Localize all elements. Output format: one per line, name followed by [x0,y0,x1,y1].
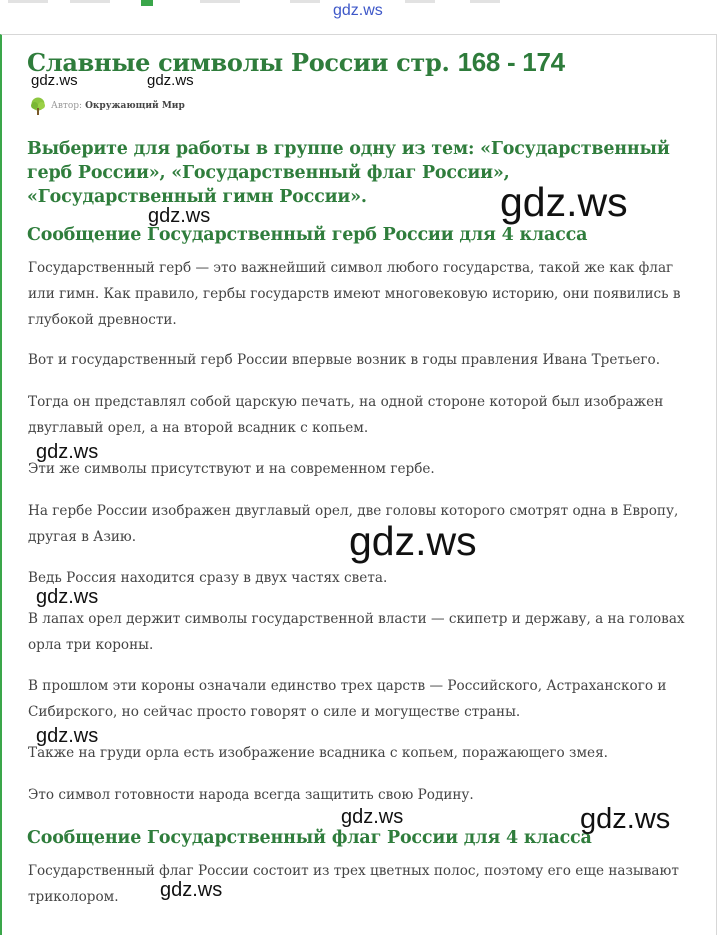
page-title-pages: 168 - 174 [457,47,565,77]
author-line [29,97,185,115]
author-name[interactable]: Окружающий Мир [85,101,185,111]
watermark: gdz.ws [333,2,383,19]
paragraph: В прошлом эти короны означали единство трех царств — Российского, Астраханского и Сибирского, но сейчас просто говорят о силе и могуществе страны. [28,678,667,720]
paragraph: Вот и государственный герб России впервые возник в годы правления Ивана Третьего. [28,352,661,368]
paragraph: Ведь Россия находится сразу в двух частях света. [28,570,388,586]
watermark: gdz.ws [500,179,628,225]
watermark: gdz.ws [349,518,477,564]
top-divider [405,0,435,3]
watermark: gdz.ws [160,879,223,901]
watermark: gdz.ws [148,205,211,227]
tree-icon [29,97,47,115]
page-title-text: Славные символы России стр. [27,48,450,77]
page-title [27,47,565,78]
paragraph: Также на груди орла есть изображение всадника с копьем, поражающего змея. [28,745,608,761]
paragraph: Государственный герб — это важнейший символ любого государства, такой же как флаг или гимн. Как правило, гербы государств имеют многовековую историю, они появились в глубокой древности. [28,260,681,328]
section-heading-flag: Сообщение Государственный флаг России для 4 класса [27,828,592,848]
top-divider [200,0,240,3]
watermark: gdz.ws [36,725,99,747]
top-divider [470,0,500,3]
paragraph: На гербе России изображен двуглавый орел, две головы которого смотрят одна в Европу, другая в Азию. [28,503,679,545]
watermark: gdz.ws [147,72,194,89]
top-accent-bar [141,0,153,6]
paragraph: В лапах орел держит символы государственной власти — скипетр и державу, а на головах орла три короны. [28,611,685,653]
watermark: gdz.ws [36,441,99,463]
paragraph: Тогда он представлял собой царскую печать, на одной стороне которой был изображен двуглавый орел, а на второй всадник с копьем. [28,394,664,436]
paragraph: Эти же символы присутствуют и на современном гербе. [28,461,435,477]
watermark: gdz.ws [341,806,404,828]
watermark: gdz.ws [580,803,671,835]
author-label: Автор: [51,101,83,111]
section-heading-coat-of-arms: Сообщение Государственный герб России для 4 класса [27,225,588,245]
top-divider [8,0,48,3]
paragraph: Это символ готовности народа всегда защитить свою Родину. [28,787,474,803]
top-divider [70,0,110,3]
paragraph-cut-off [28,925,696,935]
task-heading: Выберите для работы в группе одну из тем: «Государственный герб России», «Государственный флаг России», «Государственный гимн России». [27,139,670,207]
paragraph: Государственный флаг России состоит из трех цветных полос, поэтому его еще называют триколором. [28,863,679,905]
top-divider [290,0,320,3]
watermark: gdz.ws [31,72,78,89]
watermark: gdz.ws [36,586,99,608]
